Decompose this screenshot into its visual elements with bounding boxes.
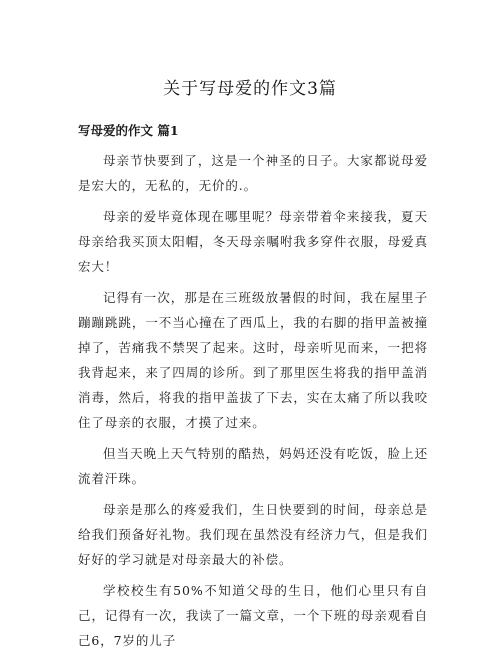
paragraph: 但当天晚上天气特别的酷热，妈妈还没有吃饭，脸上还流着汗珠。 <box>78 446 428 486</box>
document-body <box>78 148 428 659</box>
section-title: 写母爱的作文 篇1 <box>78 123 179 138</box>
paragraph: 学校校生有50%不知道父母的生日，他们心里只有自己，记得有一次，我读了一篇文章，一个下班的母亲观看自己6，7岁的儿子 <box>78 583 428 648</box>
paragraph: 母亲是那么的疼爱我们，生日快要到的时间，母亲总是给我们预备好礼物。我们现在虽然没有经济力气，但是我们好好的学习就是对母亲最大的补偿。 <box>78 502 428 567</box>
document-title: 关于写母爱的作文3篇 <box>163 79 337 99</box>
paragraph: 母亲节快要到了，这是一个神圣的日子。大家都说母爱是宏大的，无私的，无价的.。 <box>78 153 428 193</box>
paragraph: 记得有一次，那是在三班级放暑假的时间，我在屋里子蹦蹦跳跳，一不当心撞在了西瓜上，我的右脚的指甲盖被撞掉了，苦痛我不禁哭了起来。这时，母亲听见而来，一把将我背起来，来了四周的诊所。到了那里医生将我的指甲盖消消毒，然后，将我的指甲盖拔了下去，实在太痛了所以我咬住了母亲的衣服，才摸了过来。 <box>78 290 428 430</box>
paragraph: 母亲的爱毕竟体现在哪里呢？母亲带着伞来接我，夏天母亲给我买顶太阳帽，冬天母亲嘱咐我多穿件衣服，母爱真宏大！ <box>78 209 428 274</box>
